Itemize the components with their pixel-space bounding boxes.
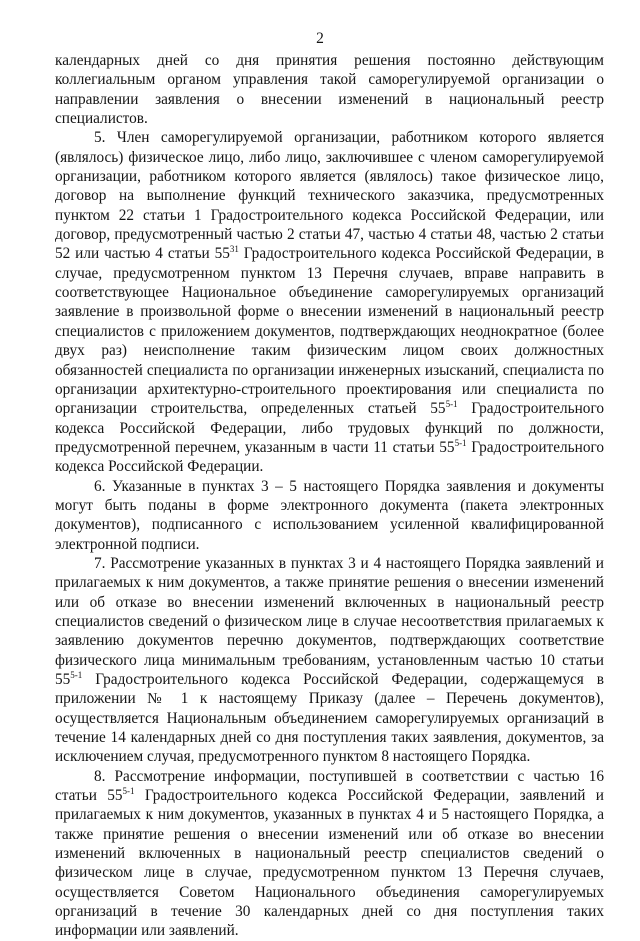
text-run: 6. Указанные в пунктах 3 – 5 настоящего Порядка заявления и документы могут быть поданы в форме электронного документа (пакета электронных документов), подписанного с использованием усиленной квалифицированной электронной подписи. (55, 477, 604, 553)
superscript-index: 5-1 (122, 786, 135, 797)
paragraph-continuation (55, 51, 604, 128)
document-body (55, 51, 604, 941)
text-run: Градостроительного кодекса Российской Федерации, заявлений и прилагаемых к ним документов, указанных в пунктах 4 и 5 настоящего Порядка, а также принятие решения о внесении изменений или об отказе во внесении изменений включенных в национальный реестр специалистов сведений о физическом лице в случае, предусмотренном пунктом 13 Перечня случаев, осуществляется Советом Национального объединения саморегулируемых организаций в течение 30 календарных дней со дня поступления таких информации или заявлений. (55, 787, 604, 940)
paragraph-item-8 (55, 767, 604, 941)
text-run: Градостроительного кодекса Российской Федерации, в случае, предусмотренном пунктом 13 Перечня случаев, вправе направить в соответствующее Национальное объединение саморегулируемых организаций заявление в произвольной форме о внесении изменений в национальный реестр специалистов с приложением документов, подтверждающих неоднократное (более двух раз) неисполнение таким физическим лицом своих должностных обязанностей специалиста по организации инженерных изысканий, специалиста по организации архитектурно-строительного проектирования или специалиста по организации строительства, определенных статьей 55 (55, 245, 604, 418)
text-run: 8. Рассмотрение информации, поступившей в соответствии с частью 16 статьи 55 (55, 767, 604, 805)
text-run: 7. Рассмотрение указанных в пунктах 3 и 4 настоящего Порядка заявлений и прилагаемых к ним документов, а также принятие решения о внесении изменений или об отказе во внесении изменений включенных в национальный реестр специалистов сведений о физическом лице в случае несоответствия прилагаемых к заявлению документов перечню документов, подтверждающих соответствие физического лица минимальным требованиям, установленным частью 10 статьи 55 (55, 554, 604, 688)
superscript-index: 5-1 (445, 399, 458, 410)
superscript-index: 31 (229, 244, 239, 255)
superscript-index: 5-1 (454, 437, 467, 448)
paragraph-item-7 (55, 554, 604, 767)
text-run: Градостроительного кодекса Российской Федерации, либо трудовых функций по должности, предусмотренной перечнем, указанным в части 11 статьи 55 (55, 400, 604, 456)
superscript-index: 5-1 (70, 670, 83, 680)
paragraph-item-6 (55, 477, 604, 554)
text-run: 5. Член саморегулируемой организации, работником которого является (являлось) физическое лицо, либо лицо, заключившее с членом саморегулируемой организации, работником которого является (являлось) такое физическое лицо, договор на выполнение функций технического заказчика, предусмотренных пунктом 22 статьи 1 Градостроительного кодекса Российской Федерации, или договор, предусмотренный частью 2 статьи 47, частью 4 статьи 48, частью 2 статьи 52 или частью 4 статьи 55 (55, 129, 604, 263)
text-run: Градостроительного кодекса Российской Федерации. (55, 438, 605, 476)
page-number: 2 (316, 30, 324, 47)
text-run: Градостроительного кодекса Российской Федерации, содержащемуся в приложении № 1 к настоящему Приказу (далее – Перечень документов), осуществляется Национальным объединением саморегулируемых организаций в течение 14 календарных дней со дня поступления таких заявления, документов, за исключением случая, предусмотренного пунктом 8 настоящего Порядка. (55, 671, 604, 766)
text-run: календарных дней со дня принятия решения постоянно действующим коллегиальным органом управления такой саморегулируемой организации о направлении заявления о внесении изменений в национальный реестр специалистов. (55, 52, 604, 128)
paragraph-item-5 (55, 128, 604, 476)
